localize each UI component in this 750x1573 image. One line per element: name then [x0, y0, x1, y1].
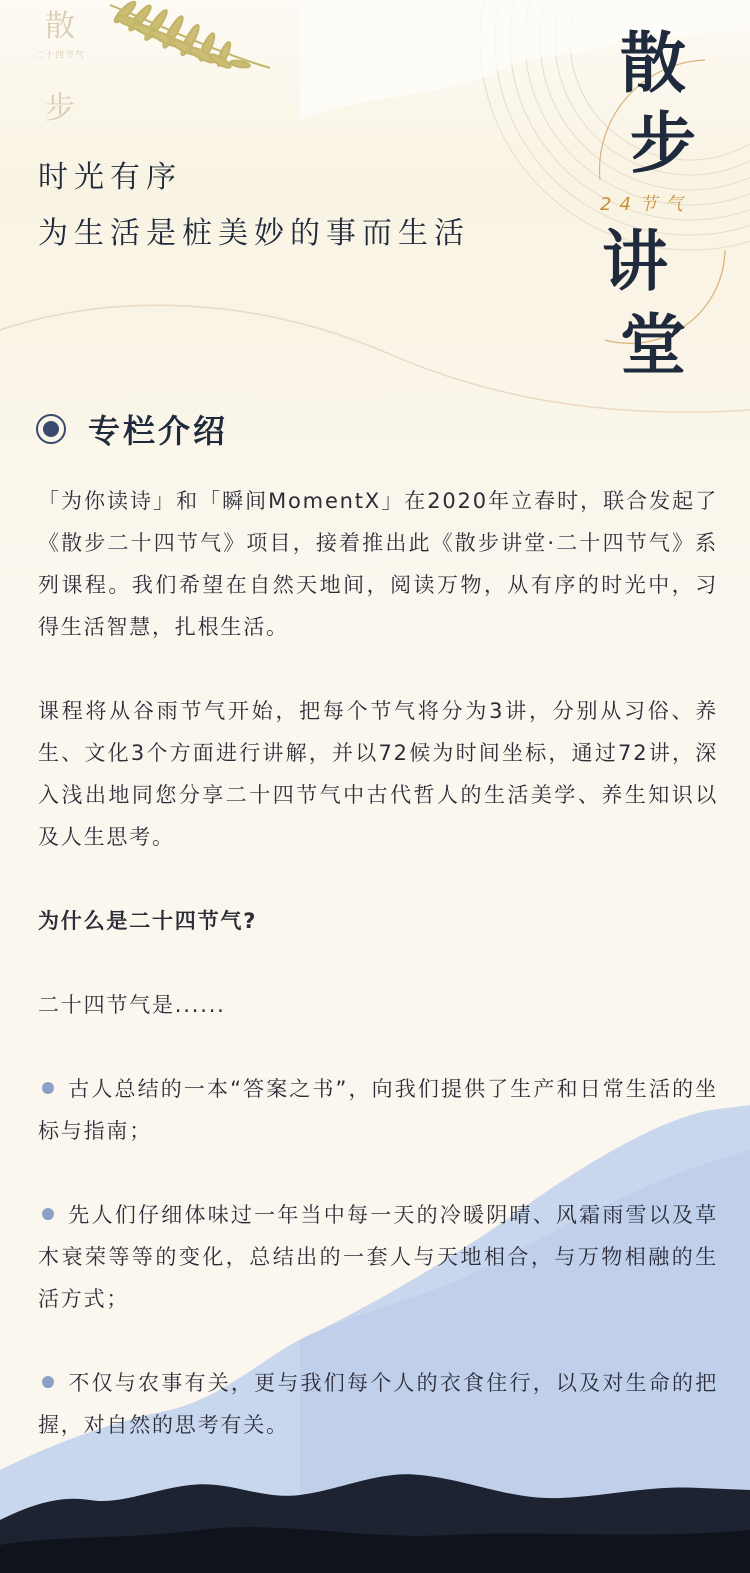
- question-heading: 为什么是二十四节气?: [38, 909, 258, 933]
- slogan-line-2: 为生活是桩美妙的事而生活: [38, 216, 470, 251]
- section-title: 专栏介绍: [88, 412, 229, 450]
- title-subtitle-24-solar-terms: 24节气: [600, 194, 691, 215]
- bullet-item: [38, 1194, 718, 1320]
- vertical-title: [590, 24, 740, 384]
- section-header: [36, 406, 228, 452]
- title-char-san: 散: [620, 24, 686, 102]
- bullet-text: 先人们仔细体味过一年当中每一天的冷暖阴晴、风霜雨雪以及草木衰荣等等的变化，总结出的一套人与天地相合，与万物相融的生活方式；: [38, 1203, 718, 1311]
- paragraph-lead: 二十四节气是......: [38, 993, 226, 1017]
- mini-logo: [20, 10, 100, 126]
- title-char-tang: 堂: [620, 306, 686, 384]
- bullet-item: [38, 1362, 718, 1446]
- slogan-line-1: 时光有序: [38, 160, 182, 195]
- bullet-item: [38, 1068, 718, 1152]
- article-body: [38, 480, 718, 1446]
- bullet-text: 古人总结的一本“答案之书”，向我们提供了生产和日常生活的坐标与指南；: [38, 1077, 718, 1143]
- title-char-jiang: 讲: [602, 222, 668, 300]
- bullet-text: 不仅与农事有关，更与我们每个人的衣食住行，以及对生命的把握，对自然的思考有关。: [38, 1371, 718, 1437]
- paragraph-intro: 「为你读诗」和「瞬间MomentX」在2020年立春时，联合发起了《散步二十四节气》项目，接着推出此《散步讲堂·二十四节气》系列课程。我们希望在自然天地间，阅读万物，从有序的时光中，习得生活智慧，扎根生活。: [38, 489, 718, 639]
- logo-char-2: 步: [45, 91, 75, 126]
- logo-char-1: 散: [45, 9, 75, 44]
- fern-icon: [110, 0, 270, 70]
- bullet-dot-icon: [42, 1376, 54, 1388]
- radio-dot-icon: [36, 414, 66, 444]
- bullet-dot-icon: [42, 1208, 54, 1220]
- logo-subtitle: 二十四节气: [34, 51, 85, 61]
- title-char-bu: 步: [630, 104, 696, 182]
- paragraph-course: 课程将从谷雨节气开始，把每个节气将分为3讲，分别从习俗、养生、文化3个方面进行讲解，并以72候为时间坐标，通过72讲，深入浅出地同您分享二十四节气中古代哲人的生活美学、养生知识以及人生思考。: [38, 699, 718, 849]
- bullet-dot-icon: [42, 1082, 54, 1094]
